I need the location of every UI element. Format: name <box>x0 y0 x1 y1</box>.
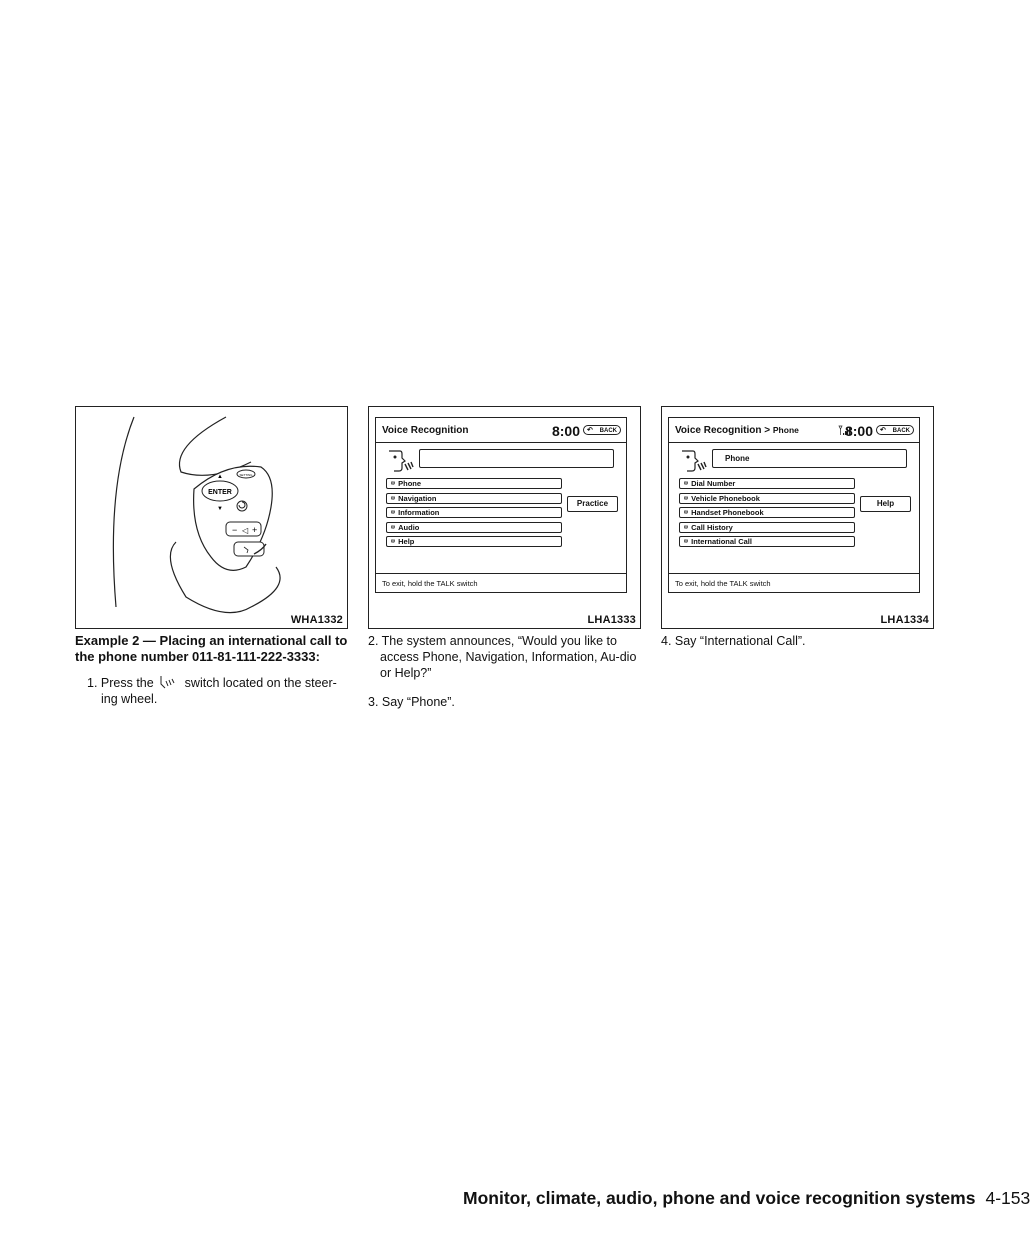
figure-code: LHA1334 <box>880 614 929 626</box>
vr-menu <box>679 478 855 551</box>
wheel-enter-label: ENTER <box>208 489 232 496</box>
voice-command-icon: ᶹᶹ <box>684 539 688 547</box>
back-arrow-icon: ↶ <box>880 427 886 434</box>
page-number: 4-153 <box>985 1188 1030 1208</box>
text-column-3 <box>661 633 934 658</box>
divider <box>376 573 626 574</box>
voice-command-icon: ᶹᶹ <box>391 481 395 488</box>
back-button[interactable]: ↶ BACK <box>876 425 914 435</box>
menu-item-audio[interactable]: ᶹᶹ Audio <box>386 522 562 533</box>
practice-button[interactable]: Practice <box>567 496 618 512</box>
menu-item-help[interactable]: ᶹᶹ Help <box>386 536 562 547</box>
step-3: 3. Say “Phone”. <box>368 694 455 709</box>
menu-item-navigation[interactable]: ᶹᶹ Navigation <box>386 493 562 504</box>
figure-steering-wheel <box>75 406 348 629</box>
voice-command-icon: ᶹᶹ <box>391 539 395 547</box>
back-arrow-icon: ↶ <box>587 427 593 434</box>
menu-item-call-history[interactable]: ᶹᶹ Call History <box>679 522 855 533</box>
divider <box>669 573 919 574</box>
back-button[interactable]: ↶ BACK <box>583 425 621 435</box>
voice-face-icon <box>386 449 414 473</box>
screen-title: Voice Recognition <box>382 425 469 436</box>
screen-title: Voice Recognition > Phone <box>675 425 799 436</box>
screen-footer: To exit, hold the TALK switch <box>675 579 771 588</box>
menu-item-handset-phonebook[interactable]: ᶹᶹ Handset Phonebook <box>679 507 855 518</box>
voice-command-icon: ᶹᶹ <box>391 495 395 503</box>
page-footer <box>463 1188 1030 1209</box>
wheel-small-label: SETTING <box>239 473 253 477</box>
help-button[interactable]: Help <box>860 496 911 512</box>
voice-command-icon: ᶹᶹ <box>391 510 395 518</box>
svg-text:◁: ◁ <box>242 526 249 535</box>
vr-screen <box>668 417 920 593</box>
step-2: 2. The system announces, “Would you like to access Phone, Navigation, Information, Au-dio or Help?” <box>368 634 637 680</box>
screen-clock: 8:00 <box>551 423 580 439</box>
step-4: 4. Say “International Call”. <box>661 634 806 648</box>
voice-command-icon: ᶹᶹ <box>684 510 688 518</box>
steering-wheel-illustration <box>76 407 349 630</box>
divider <box>376 442 626 443</box>
vr-menu <box>386 478 562 551</box>
voice-command-icon: ᶹᶹ <box>684 495 688 503</box>
voice-command-icon: ᶹᶹ <box>684 524 688 532</box>
talk-switch-icon <box>157 674 181 690</box>
menu-item-vehicle-phonebook[interactable]: ᶹᶹ Vehicle Phonebook <box>679 493 855 504</box>
menu-item-information[interactable]: ᶹᶹ Information <box>386 507 562 518</box>
svg-text:▲: ▲ <box>217 474 223 480</box>
svg-text:−: − <box>232 525 238 535</box>
screen-footer: To exit, hold the TALK switch <box>382 579 478 588</box>
svg-text:▼: ▼ <box>217 506 223 512</box>
example-heading: Example 2 — Placing an international call to the phone number 011-81-111-222-3333: <box>75 633 348 664</box>
voice-face-icon <box>679 449 707 473</box>
voice-command-icon: ᶹᶹ <box>684 481 688 488</box>
prompt-bar: Phone <box>712 449 907 468</box>
vr-screen <box>375 417 627 593</box>
figure-vr-main-screen <box>368 406 641 629</box>
text-column-2 <box>368 633 641 719</box>
step-1: 1. Press the switch located on the steer-ing wheel. <box>87 676 337 706</box>
prompt-bar <box>419 449 614 468</box>
menu-item-international-call[interactable]: ᶹᶹ International Call <box>679 536 855 547</box>
section-title: Monitor, climate, audio, phone and voice recognition systems <box>463 1188 976 1208</box>
voice-command-icon: ᶹᶹ <box>391 524 395 532</box>
figure-vr-phone-screen <box>661 406 934 629</box>
text-column-1 <box>75 633 348 707</box>
figure-code: LHA1333 <box>587 614 636 626</box>
screen-clock: 8:00 <box>844 423 873 439</box>
menu-item-dial-number[interactable]: ᶹᶹ Dial Number <box>679 478 855 489</box>
figure-code: WHA1332 <box>290 614 343 626</box>
menu-item-phone[interactable]: ᶹᶹ Phone <box>386 478 562 489</box>
svg-text:+: + <box>252 525 258 535</box>
divider <box>669 442 919 443</box>
